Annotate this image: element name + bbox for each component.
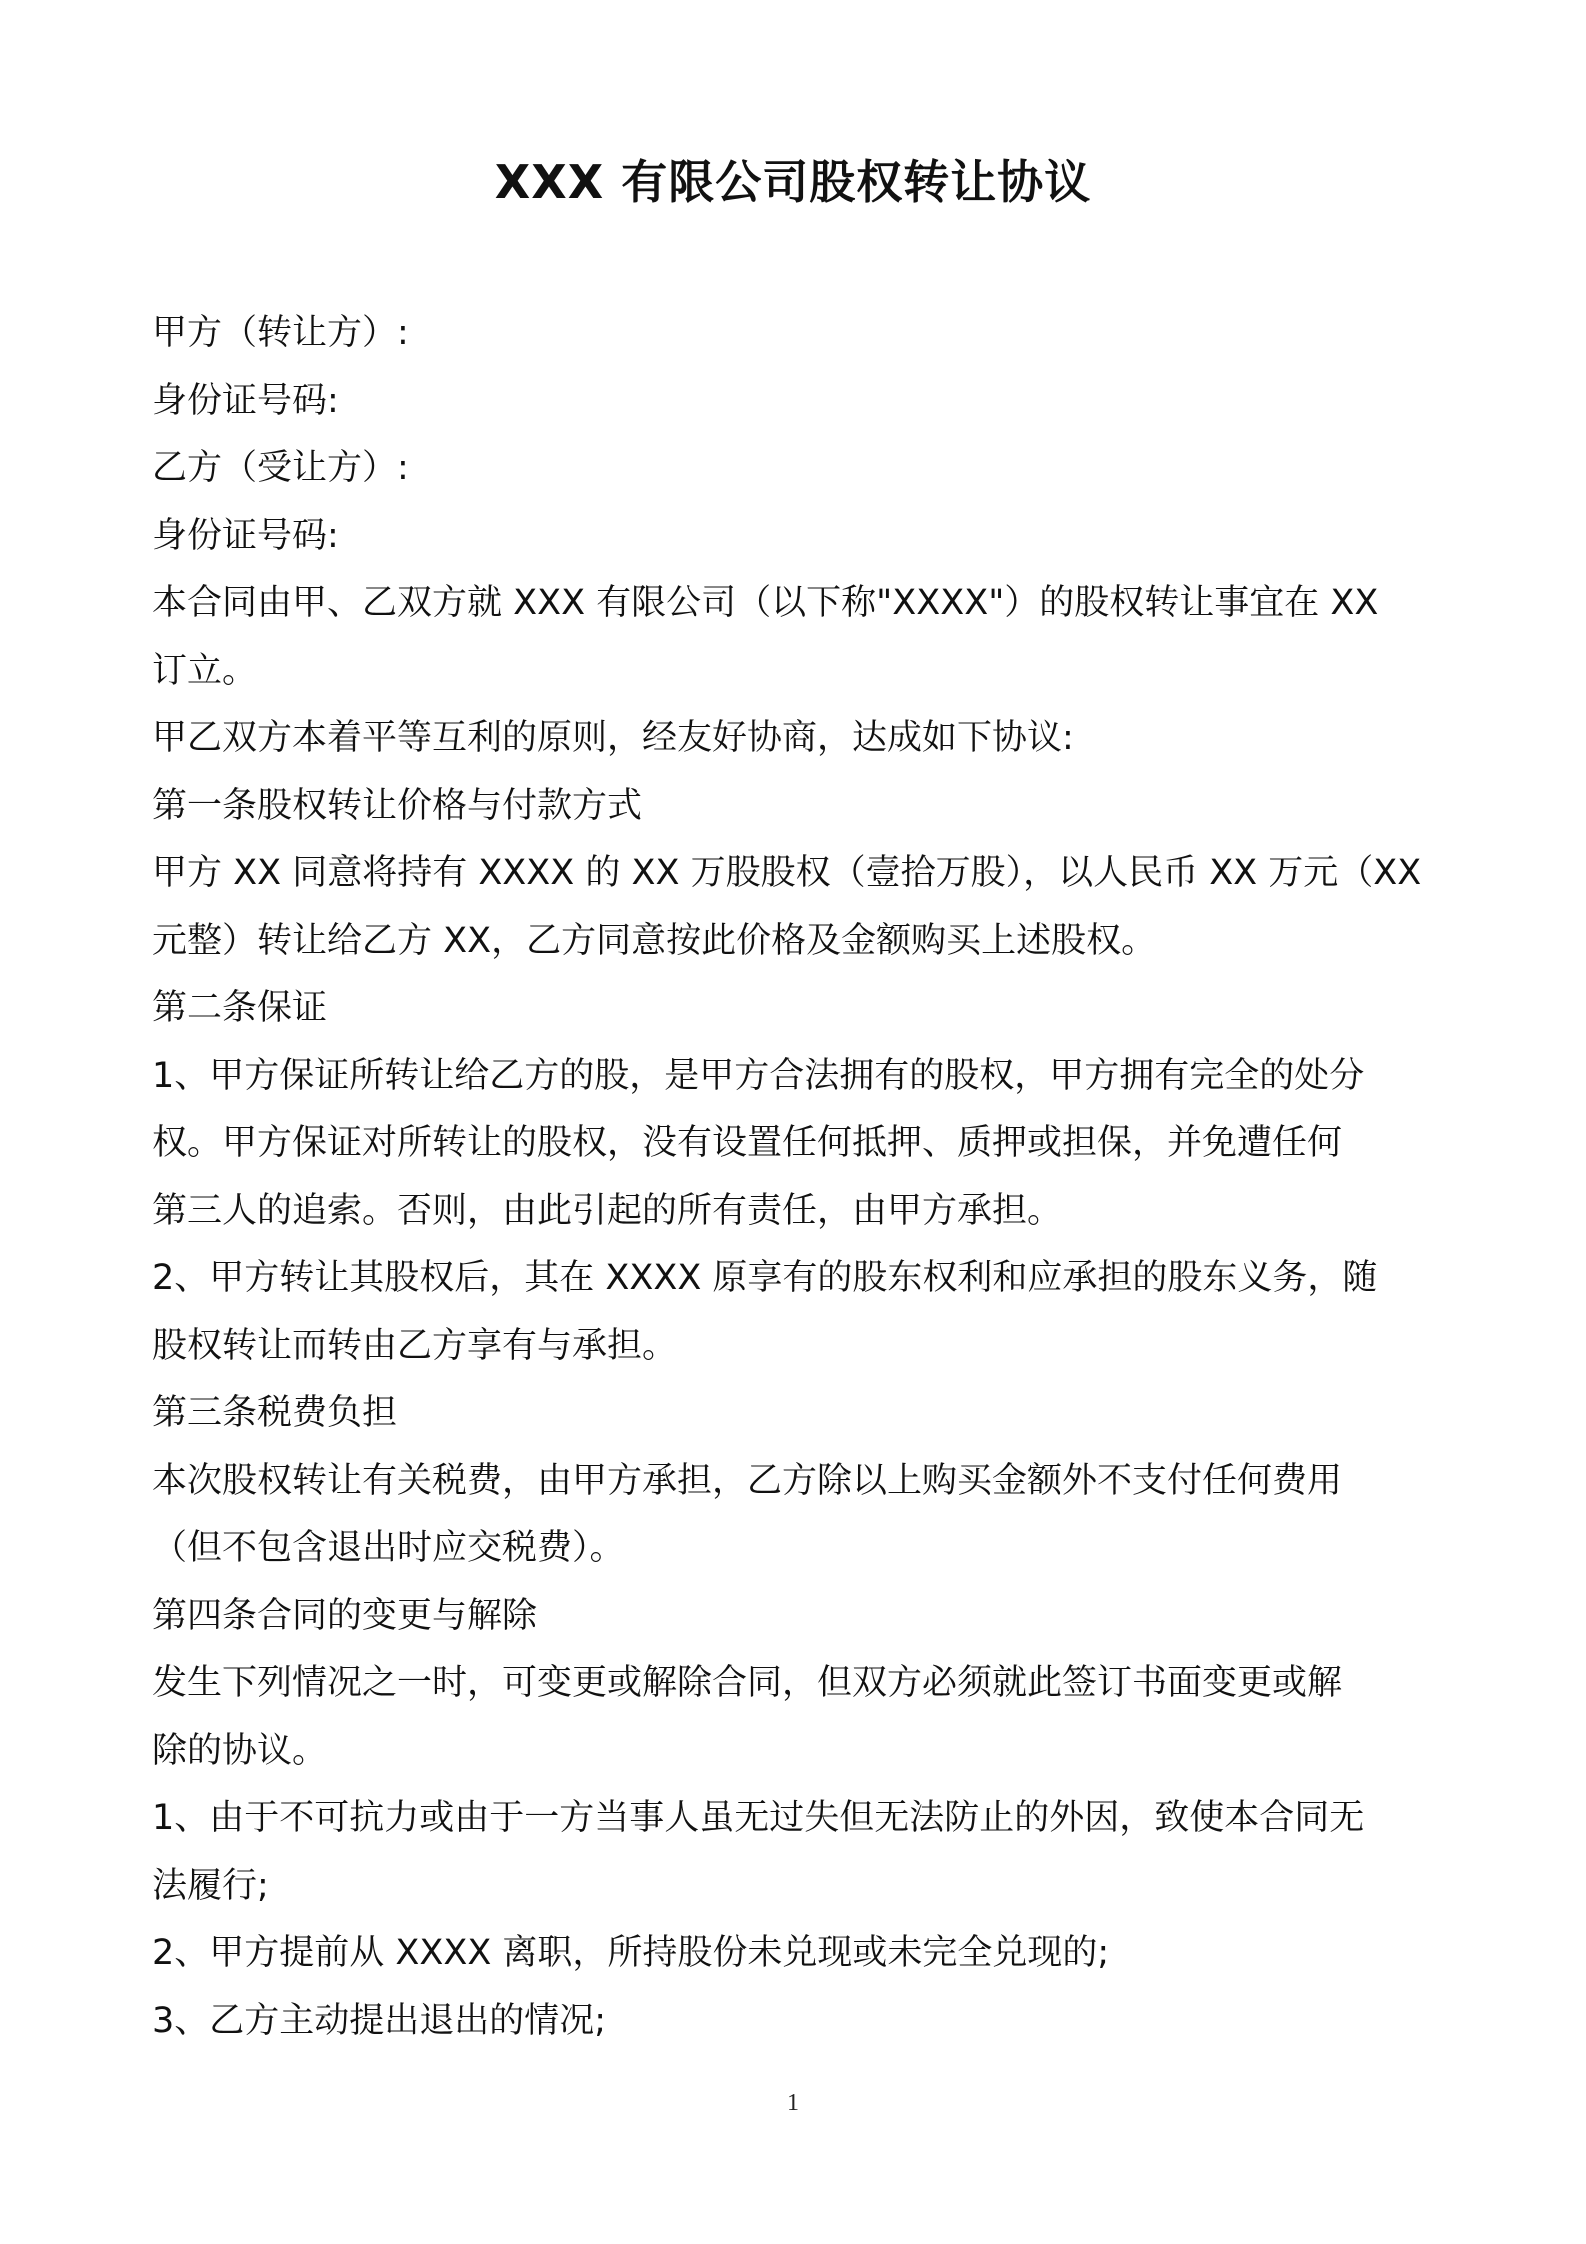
paragraph-line: 发生下列情况之一时，可变更或解除合同，但双方必须就此签订书面变更或解 — [152, 1663, 1343, 1703]
paragraph-line: 法履行; — [152, 1865, 269, 1906]
paragraph-line: 第三人的追索。否则，由此引起的所有责任，由甲方承担。 — [152, 1190, 1063, 1231]
page-number: 1 — [787, 2090, 799, 2116]
document-title: XXX 有限公司股权转让协议 — [494, 155, 1092, 209]
paragraph-line: 本合同由甲、乙双方就 XXX 有限公司（以下称"XXXX"）的股权转让事宜在 XX — [152, 583, 1379, 623]
paragraph-line: 除的协议。 — [152, 1730, 328, 1771]
article-3-paragraph — [152, 1448, 1442, 1583]
paragraph-line: （但不包含退出时应交税费）。 — [152, 1528, 625, 1568]
article-4-item-3: 3、乙方主动提出退出的情况; — [152, 2000, 607, 2041]
article-4-item-2: 2、甲方提前从 XXXX 离职，所持股份未兑现或未完全兑现的; — [152, 1933, 1110, 1973]
party-b-line: 乙方（受让方）: — [152, 448, 409, 488]
party-a-line: 甲方（转让方）: — [152, 313, 409, 353]
party-b-id-line: 身份证号码: — [152, 515, 339, 556]
paragraph-line: 甲方 XX 同意将持有 XXXX 的 XX 万股股权（壹拾万股），以人民币 XX 万元（XX — [152, 853, 1422, 893]
principle-paragraph: 甲乙双方本着平等互利的原则，经友好协商，达成如下协议: — [152, 718, 1074, 758]
article-2-item-2 — [152, 1245, 1442, 1380]
article-4-heading: 第四条合同的变更与解除 — [152, 1595, 538, 1636]
paragraph-line: 订立。 — [152, 650, 258, 691]
paragraph-line: 元整）转让给乙方 XX，乙方同意按此价格及金额购买上述股权。 — [152, 920, 1157, 961]
article-1-heading: 第一条股权转让价格与付款方式 — [152, 785, 643, 826]
paragraph-line: 1、甲方保证所转让给乙方的股，是甲方合法拥有的股权，甲方拥有完全的处分 — [152, 1055, 1365, 1096]
article-3-heading: 第三条税费负担 — [152, 1393, 398, 1433]
paragraph-line: 权。甲方保证对所转让的股权，没有设置任何抵押、质押或担保，并免遭任何 — [152, 1123, 1343, 1163]
article-1-paragraph — [152, 840, 1442, 975]
paragraph-line: 2、甲方转让其股权后，其在 XXXX 原享有的股东权利和应承担的股东义务，随 — [152, 1258, 1378, 1298]
intro-paragraph — [152, 570, 1442, 705]
article-2-heading: 第二条保证 — [152, 988, 328, 1028]
paragraph-line: 本次股权转让有关税费，由甲方承担，乙方除以上购买金额外不支付任何费用 — [152, 1460, 1343, 1501]
article-2-item-1 — [152, 1043, 1442, 1246]
article-4-intro — [152, 1650, 1442, 1785]
document-body — [152, 300, 1442, 2055]
article-4-item-1 — [152, 1785, 1442, 1920]
paragraph-line: 1、由于不可抗力或由于一方当事人虽无过失但无法防止的外因，致使本合同无 — [152, 1798, 1365, 1838]
party-a-id-line: 身份证号码: — [152, 380, 339, 421]
paragraph-line: 股权转让而转由乙方享有与承担。 — [152, 1325, 678, 1366]
